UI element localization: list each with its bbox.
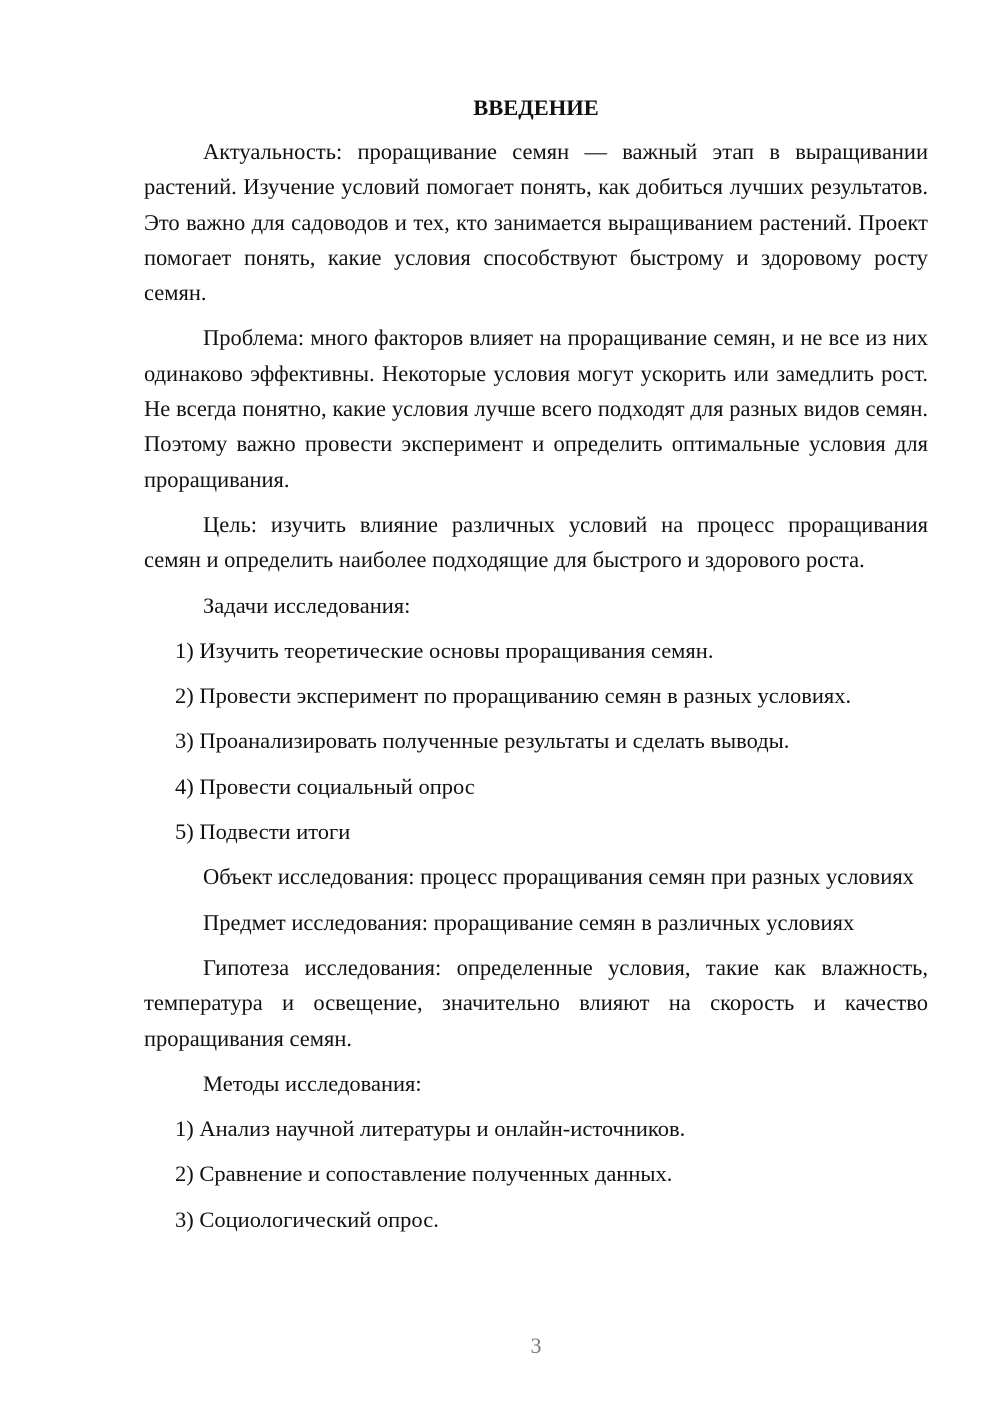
relevance-paragraph: Актуальность: проращивание семян — важный этап в выращивании растений. Изучение условий помогает понять, как добиться лучших результатов. Это важно для садоводов и тех, кто занимается выращиванием растений. Проект помогает понять, какие условия способствуют быстрому и здоровому росту семян.: [144, 139, 928, 306]
object-paragraph: Объект исследования: процесс проращивания семян при разных условиях: [203, 864, 914, 890]
methods-heading: Методы исследования:: [203, 1070, 422, 1096]
list-item: 3) Проанализировать полученные результаты и сделать выводы.: [175, 728, 790, 754]
list-item: 2) Сравнение и сопоставление полученных данных.: [175, 1161, 673, 1187]
tasks-heading: Задачи исследования:: [203, 592, 411, 618]
methods-list: [144, 1111, 928, 1237]
goal-paragraph: Цель: изучить влияние различных условий на процесс проращивания семян и определить наиболее подходящие для быстрого и здорового роста.: [144, 511, 928, 573]
list-item: 5) Подвести итоги: [175, 819, 351, 845]
problem-paragraph: Проблема: много факторов влияет на проращивание семян, и не все из них одинаково эффективны. Некоторые условия могут ускорить или замедлить рост. Не всегда понятно, какие условия лучше всего подходят для разных видов семян. Поэтому важно провести эксперимент и определить оптимальные условия для проращивания.: [144, 325, 928, 492]
list-item: 4) Провести социальный опрос: [175, 773, 475, 799]
subject-paragraph: Предмет исследования: проращивание семян в различных условиях: [203, 909, 855, 935]
document-page: [144, 90, 928, 1247]
list-item: 1) Анализ научной литературы и онлайн-источников.: [175, 1116, 686, 1142]
list-item: 2) Провести эксперимент по проращиванию семян в разных условиях.: [175, 683, 852, 709]
list-item: 3) Социологический опрос.: [175, 1206, 439, 1232]
list-item: 1) Изучить теоретические основы проращивания семян.: [175, 637, 714, 663]
hypothesis-paragraph: Гипотеза исследования: определенные условия, такие как влажность, температура и освещение, значительно влияют на скорость и качество проращивания семян.: [144, 954, 928, 1051]
tasks-list: [144, 633, 928, 849]
page-number: 3: [530, 1333, 542, 1358]
page-title: ВВЕДЕНИЕ: [473, 95, 599, 120]
